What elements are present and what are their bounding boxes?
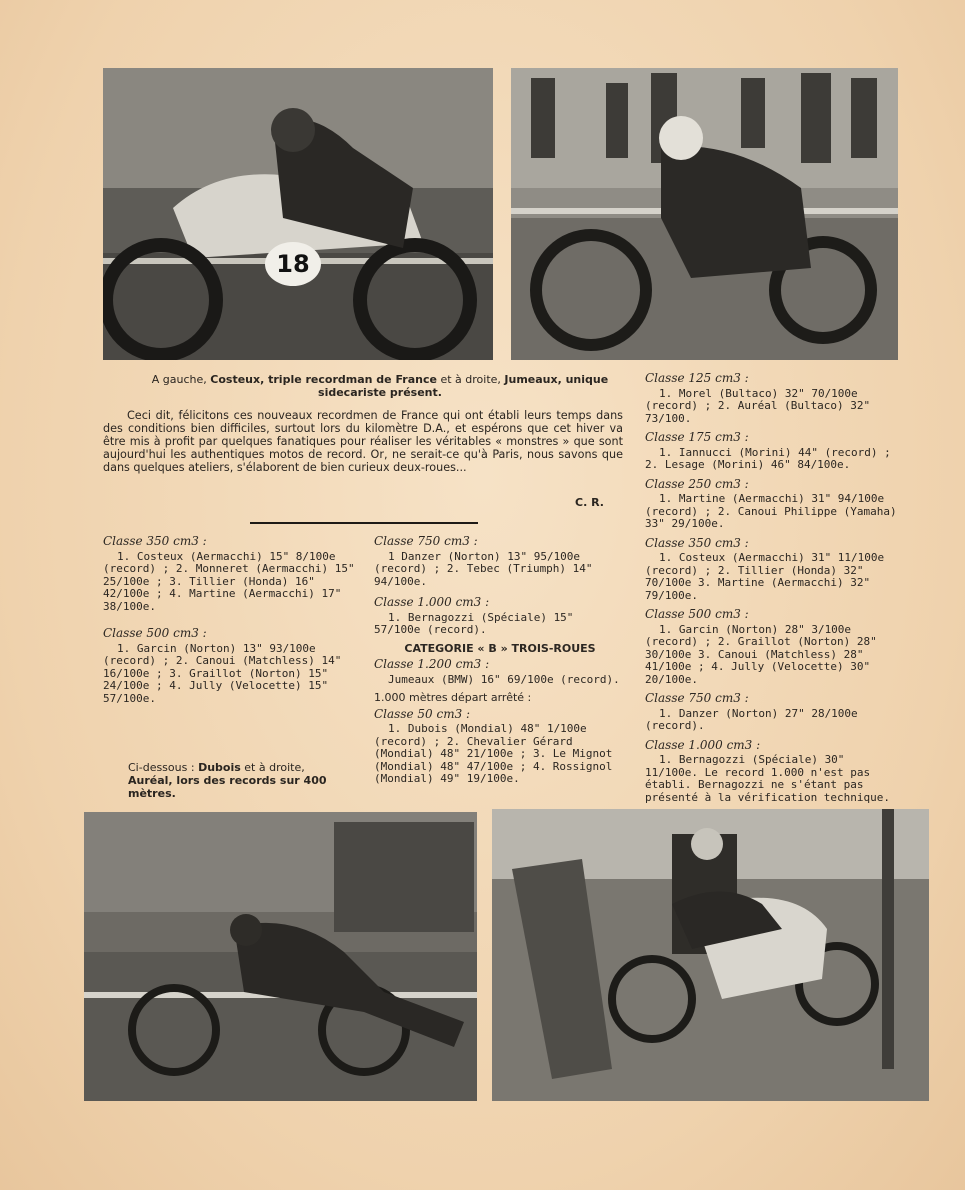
caption-top-name2: Jumeaux, unique sidecariste présent. (318, 373, 609, 399)
section-heading: 1.000 mètres départ arrêté : (374, 691, 532, 704)
col3-head-4: Classe 500 cm3 : (645, 607, 749, 621)
col1-body-0: 1. Costeux (Aermacchi) 15" 8/100e (record) ; 2. Monneret (Aermacchi) 15" 25/100e ; 3. Tillier (Honda) 16" 42/100e ; 4. Martine (Aermacchi) 17" 38/100e. (103, 549, 355, 613)
col3-body-1: 1. Iannucci (Morini) 44" (record) ; 2. Lesage (Morini) 46" 84/100e. (645, 445, 891, 471)
caption-top (140, 373, 620, 399)
caption-top-name1: Costeux, triple recordman de France (210, 373, 437, 386)
caption-bottom-name2: Auréal, lors des records sur 400 mètres. (128, 774, 327, 800)
caption-bottom-mid: et à droite, (240, 761, 305, 774)
col2-body-b0: Jumeaux (BMW) 16" 69/100e (record). (388, 672, 620, 686)
col3-head-6: Classe 1.000 cm3 : (645, 737, 761, 752)
signature: C. R. (575, 496, 604, 509)
col2-body-a0: 1 Danzer (Norton) 13" 95/100e (record) ; 2. Tebec (Triumph) 14" 94/100e. (374, 549, 593, 588)
col2-head-c0: Classe 50 cm3 : (374, 706, 471, 721)
column-3 (645, 372, 899, 818)
col3-body-3: 1. Costeux (Aermacchi) 31" 11/100e (record) ; 2. Tillier (Honda) 32" 70/100e 3. Martine (Aermacchi) 32" 79/100e. (645, 551, 885, 602)
photo-dubois-moped (84, 812, 477, 1101)
caption-top-mid: et à droite, (436, 373, 505, 386)
col2-head-a1: Classe 1.000 cm3 : (374, 595, 490, 609)
caption-bottom (128, 761, 333, 800)
col2-head-a0: Classe 750 cm3 : (374, 534, 478, 548)
race-number: 18 (276, 250, 310, 278)
col3-body-5: 1. Danzer (Norton) 27" 28/100e (record). (645, 706, 858, 732)
col2-head-b0: Classe 1.200 cm3 : (374, 657, 490, 671)
col2-body-a1: 1. Bernagozzi (Spéciale) 15" 57/100e (record). (374, 610, 574, 636)
col2-body-c0: 1. Dubois (Mondial) 48" 1/100e (record) ; 2. Chevalier Gérard (Mondial) 48" 21/100e ; 3. Le Mignot (Mondial) 48" 47/100e ; 4. Rossignol (Mondial) 49" 19/100e. (374, 722, 613, 785)
col1-head-0: Classe 350 cm3 : (103, 534, 207, 548)
caption-top-prefix: A gauche, (151, 373, 211, 386)
photo-aureal-racer (492, 809, 929, 1101)
photo-jumeaux-sidecar (511, 68, 898, 360)
divider-rule (250, 522, 478, 524)
col3-head-1: Classe 175 cm3 : (645, 430, 749, 444)
col3-head-3: Classe 350 cm3 : (645, 535, 749, 550)
col3-head-2: Classe 250 cm3 : (645, 476, 749, 491)
caption-bottom-name1: Dubois (198, 761, 241, 774)
col3-body-2: 1. Martine (Aermacchi) 31" 94/100e (record) ; 2. Canoui Philippe (Yamaha) 33" 29/100e. (645, 492, 897, 530)
caption-bottom-prefix: Ci-dessous : (128, 761, 199, 774)
column-1 (103, 535, 357, 719)
column-2 (374, 535, 626, 800)
category-heading: CATEGORIE « B » TROIS-ROUES (404, 641, 596, 655)
photo-costeux-racer (103, 68, 493, 360)
col3-head-5: Classe 750 cm3 : (645, 691, 749, 705)
col3-body-0: 1. Morel (Bultaco) 32" 70/100e (record) ; 2. Auréal (Bultaco) 32" 73/100. (645, 386, 871, 425)
intro-paragraph: Ceci dit, félicitons ces nouveaux recordmen de France qui ont établi leurs temps dans des conditions bien difficiles, surtout lors du kilomètre D.A., et espérons que cet hiver va être mis à profit par quelques fanatiques pour réaliser les véritables « monstres » que sont aujourd'hui les authentiques motos de record. Or, ne serait-ce qu'à Paris, nous savons que dans quelques ateliers, s'élaborent de bien curieux deux-roues... (103, 409, 623, 474)
col1-head-1: Classe 500 cm3 : (103, 626, 207, 640)
col3-body-6: 1. Bernagozzi (Spéciale) 30" 11/100e. Le record 1.000 n'est pas établi. Bernagozzi ne s'étant pas présenté à la vérification technique. (645, 753, 891, 804)
col1-body-1: 1. Garcin (Norton) 13" 93/100e (record) ; 2. Canoui (Matchless) 14" 16/100e ; 3. Graillot (Norton) 15" 24/100e ; 4. Jully (Velocette) 15" 57/100e. (103, 641, 342, 705)
col3-head-0: Classe 125 cm3 : (645, 371, 749, 385)
col3-body-4: 1. Garcin (Norton) 28" 3/100e (record) ; 2. Graillot (Norton) 28" 30/100e 3. Canoui (Matchless) 28" 41/100e ; 4. Jully (Velocette) 30" 20/100e. (645, 622, 877, 686)
